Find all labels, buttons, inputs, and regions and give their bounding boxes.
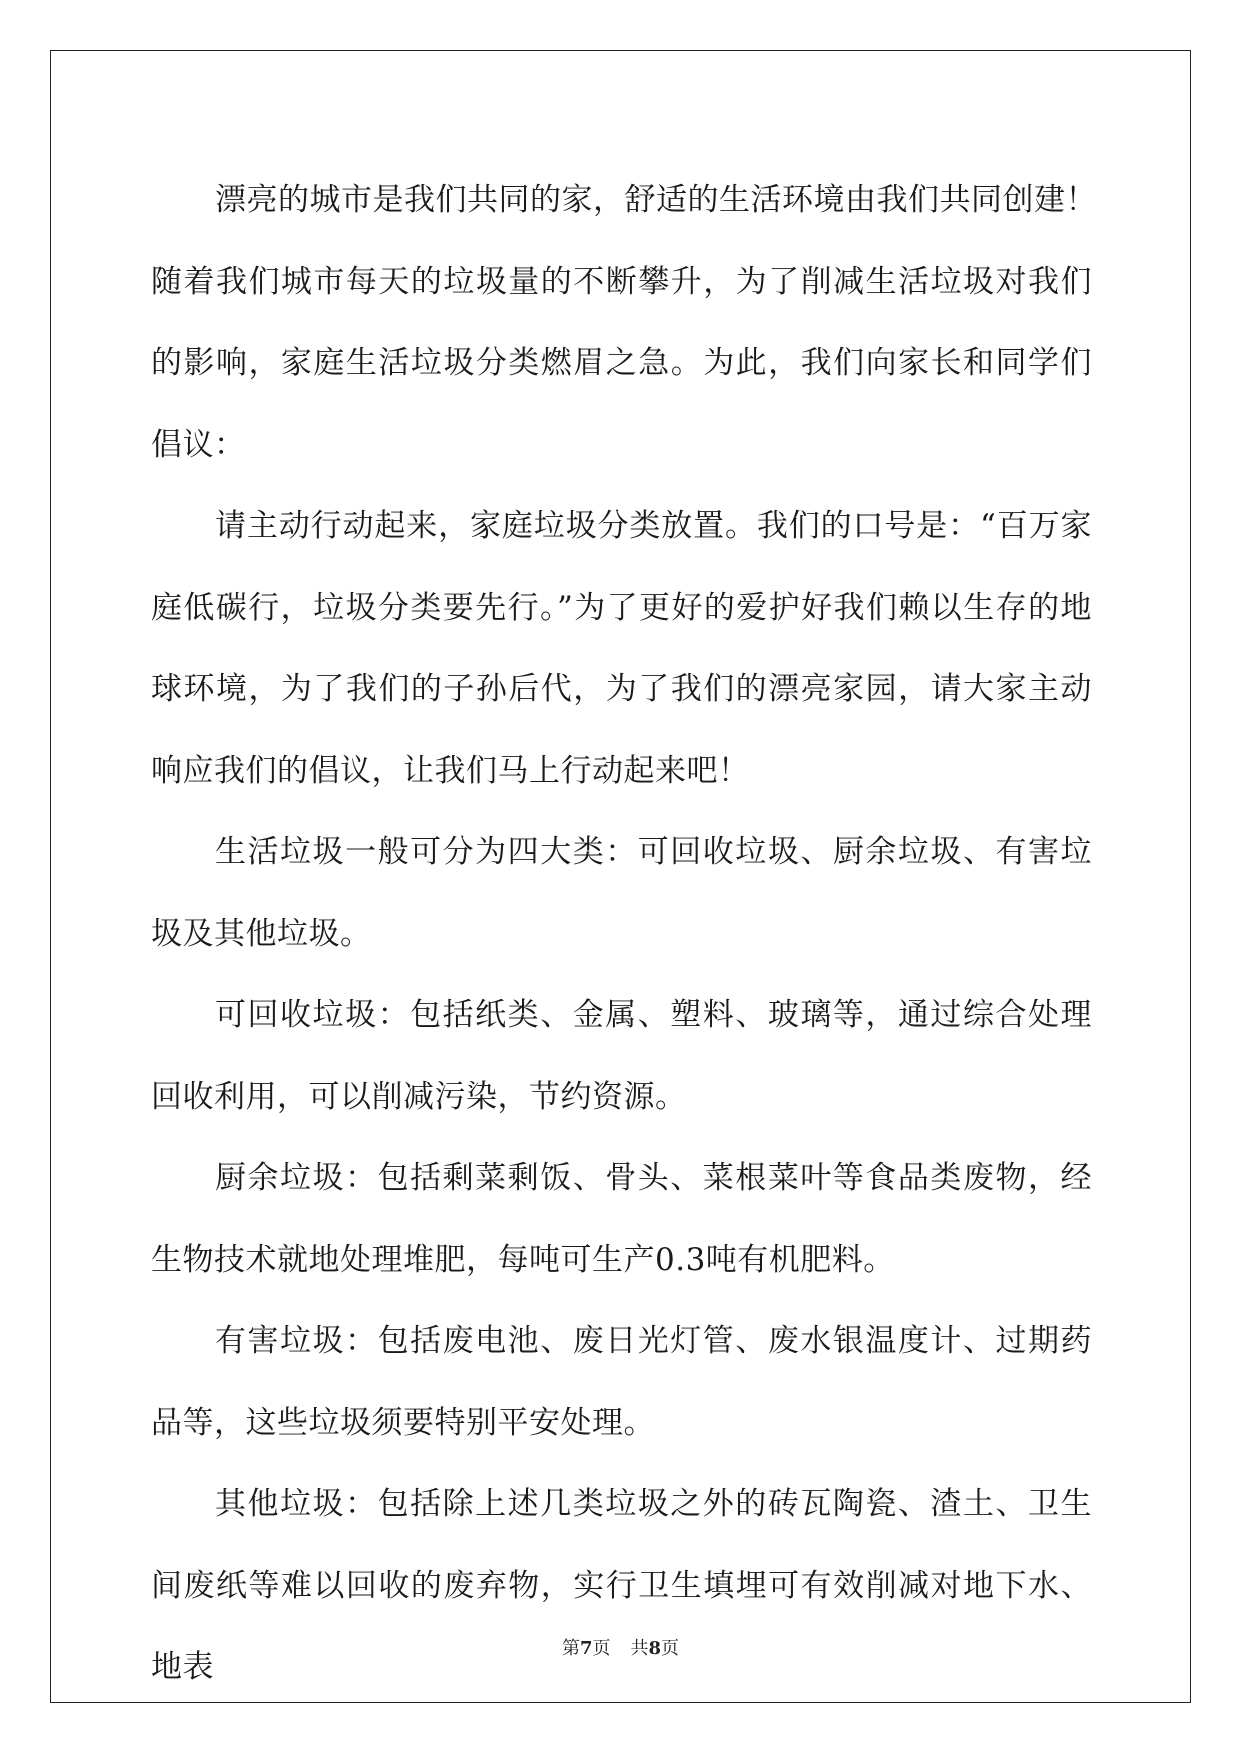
paragraph-line: 庭低碳行，垃圾分类要先行。”为了更好的爱护好我们赖以生存的地 (151, 589, 1092, 626)
paragraph-line: 漂亮的城市是我们共同的家，舒适的生活环境由我们共同创建！ (215, 182, 1097, 218)
paragraph-line: 厨余垃圾：包括剩菜剩饭、骨头、菜根菜叶等食品类废物，经生 (151, 1160, 1092, 1278)
total-prefix: 共 (630, 1638, 649, 1659)
page-total: 8 (648, 1638, 662, 1659)
paragraph-line: 等，这些垃圾须要特别平安处理。 (182, 1404, 655, 1441)
page-footer (0, 1637, 1241, 1661)
paragraph-1 (151, 160, 1097, 486)
paragraph-3 (151, 812, 1092, 975)
paragraph-line: 可回收垃圾：包括纸类、金属、塑料、玻璃等，通过综合处理回 (151, 997, 1092, 1115)
page-suffix: 页 (592, 1638, 611, 1659)
paragraph-line: 生活垃圾一般可分为四大类：可回收垃圾、厨余垃圾、有害垃圾 (151, 834, 1092, 952)
paragraph-line: 有害垃圾：包括废电池、废日光灯管、废水银温度计、过期药品 (151, 1323, 1092, 1441)
paragraph-line: 影响，家庭生活垃圾分类燃眉之急。为此，我们向家长和同学们倡议： (151, 345, 1092, 463)
paragraph-line: 球环境，为了我们的子孙后代，为了我们的漂亮家园，请大家主动响 (151, 671, 1092, 789)
paragraph-line: 废纸等难以回收的废弃物，实行卫生填埋可有效削减对地下水、地表 (151, 1567, 1092, 1685)
paragraph-4 (151, 975, 1092, 1138)
paragraph-line: 物技术就地处理堆肥，每吨可生产0.3吨有机肥料。 (182, 1241, 895, 1278)
paragraph-5 (151, 1138, 1092, 1301)
paragraph-line: 请主动行动起来，家庭垃圾分类放置。我们的口号是：“百万家 (215, 508, 1092, 544)
document-body (151, 160, 1097, 1709)
paragraph-line: 及其他垃圾。 (182, 915, 372, 952)
paragraph-line: 随着我们城市每天的垃圾量的不断攀升，为了削减生活垃圾对我们的 (151, 263, 1092, 381)
paragraph-line: 应我们的倡议，让我们马上行动起来吧！ (182, 752, 750, 789)
paragraph-2 (151, 486, 1092, 812)
page-current: 7 (579, 1638, 593, 1659)
paragraph-7 (151, 1464, 1092, 1709)
total-suffix: 页 (661, 1638, 680, 1659)
paragraph-line: 其他垃圾：包括除上述几类垃圾之外的砖瓦陶瓷、渣土、卫生间 (151, 1486, 1092, 1604)
paragraph-6 (151, 1301, 1092, 1464)
page-prefix: 第 (561, 1638, 580, 1659)
paragraph-line: 收利用，可以削减污染，节约资源。 (182, 1078, 687, 1115)
